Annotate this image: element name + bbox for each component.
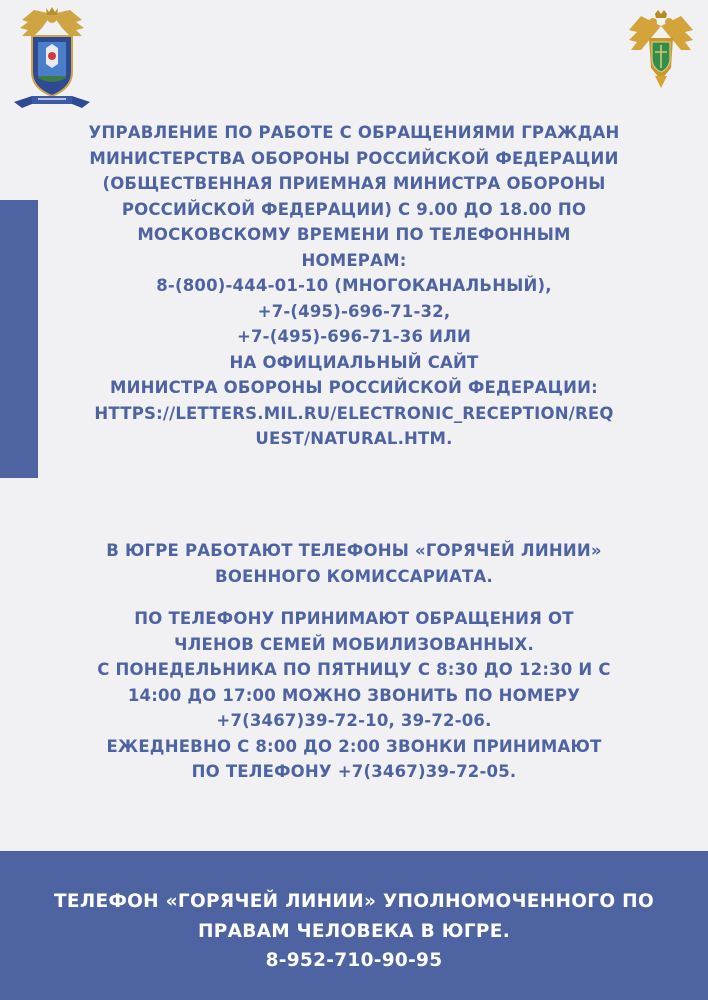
info-line: ПО ТЕЛЕФОНУ ПРИНИМАЮТ ОБРАЩЕНИЯ ОТ	[134, 609, 574, 628]
info-line: 14:00 ДО 17:00 МОЖНО ЗВОНИТЬ ПО НОМЕРУ	[127, 685, 581, 705]
phone-line: +7-(495)-696-71-32,	[257, 301, 451, 321]
website-link-line[interactable]: UEST/NATURAL.HTM.	[255, 429, 453, 448]
website-link-line[interactable]: HTTPS://LETTERS.MIL.RU/ELECTRONIC_RECEPTION/REQ	[94, 403, 614, 423]
footer-banner	[0, 851, 708, 1000]
info-line: УПРАВЛЕНИЕ ПО РАБОТЕ С ОБРАЩЕНИЯМИ ГРАЖДАН	[88, 123, 620, 142]
info-line: ЧЛЕНОВ СЕМЕЙ МОБИЛИЗОВАННЫХ.	[174, 634, 534, 654]
info-line: ЕЖЕДНЕВНО С 8:00 ДО 2:00 ЗВОНКИ ПРИНИМАЮТ	[106, 736, 602, 756]
hotline-details	[40, 606, 668, 785]
footer-phone: 8-952-710-90-95	[265, 950, 443, 971]
info-line: С ПОНЕДЕЛЬНИКА ПО ПЯТНИЦУ С 8:30 ДО 12:30 И С	[97, 660, 611, 679]
info-line: МИНИСТЕРСТВА ОБОРОНЫ РОССИЙСКОЙ ФЕДЕРАЦИИ	[89, 148, 619, 168]
ombudsman-hotline	[0, 887, 708, 976]
heading-line: ВОЕННОГО КОМИССАРИАТА.	[215, 566, 493, 586]
phone-line: +7-(495)-696-71-36 ИЛИ	[236, 327, 472, 346]
info-line: МОСКОВСКОМУ ВРЕМЕНИ ПО ТЕЛЕФОННЫМ	[137, 225, 571, 244]
info-line: НОМЕРАМ:	[301, 250, 407, 270]
info-line: РОССИЙСКОЙ ФЕДЕРАЦИИ) С 9.00 ДО 18.00 ПО	[121, 199, 587, 219]
info-line: (ОБЩЕСТВЕННАЯ ПРИЕМНАЯ МИНИСТРА ОБОРОНЫ	[102, 174, 606, 193]
heading-line: В ЮГРЕ РАБОТАЮТ ТЕЛЕФОНЫ «ГОРЯЧЕЙ ЛИНИИ»	[106, 541, 602, 560]
footer-line: ПРАВАМ ЧЕЛОВЕКА В ЮГРЕ.	[197, 920, 511, 942]
side-accent-bar	[0, 200, 38, 478]
prosecutor-emblem-icon	[625, 8, 697, 90]
phone-line: 8-(800)-444-01-10 (МНОГОКАНАЛЬНЫЙ),	[156, 276, 552, 295]
info-line: МИНИСТРА ОБОРОНЫ РОССИЙСКОЙ ФЕДЕРАЦИИ:	[110, 378, 598, 397]
info-line: НА ОФИЦИАЛЬНЫЙ САЙТ	[229, 352, 479, 372]
hotline-heading	[40, 538, 668, 589]
police-emblem-icon	[12, 6, 92, 112]
footer-line: ТЕЛЕФОН «ГОРЯЧЕЙ ЛИНИИ» УПОЛНОМОЧЕННОГО ПО	[54, 891, 654, 912]
phone-line: +7(3467)39-72-10, 39-72-06.	[216, 711, 492, 730]
defense-ministry-info	[40, 120, 668, 452]
phone-line: ПО ТЕЛЕФОНУ +7(3467)39-72-05.	[191, 762, 517, 781]
